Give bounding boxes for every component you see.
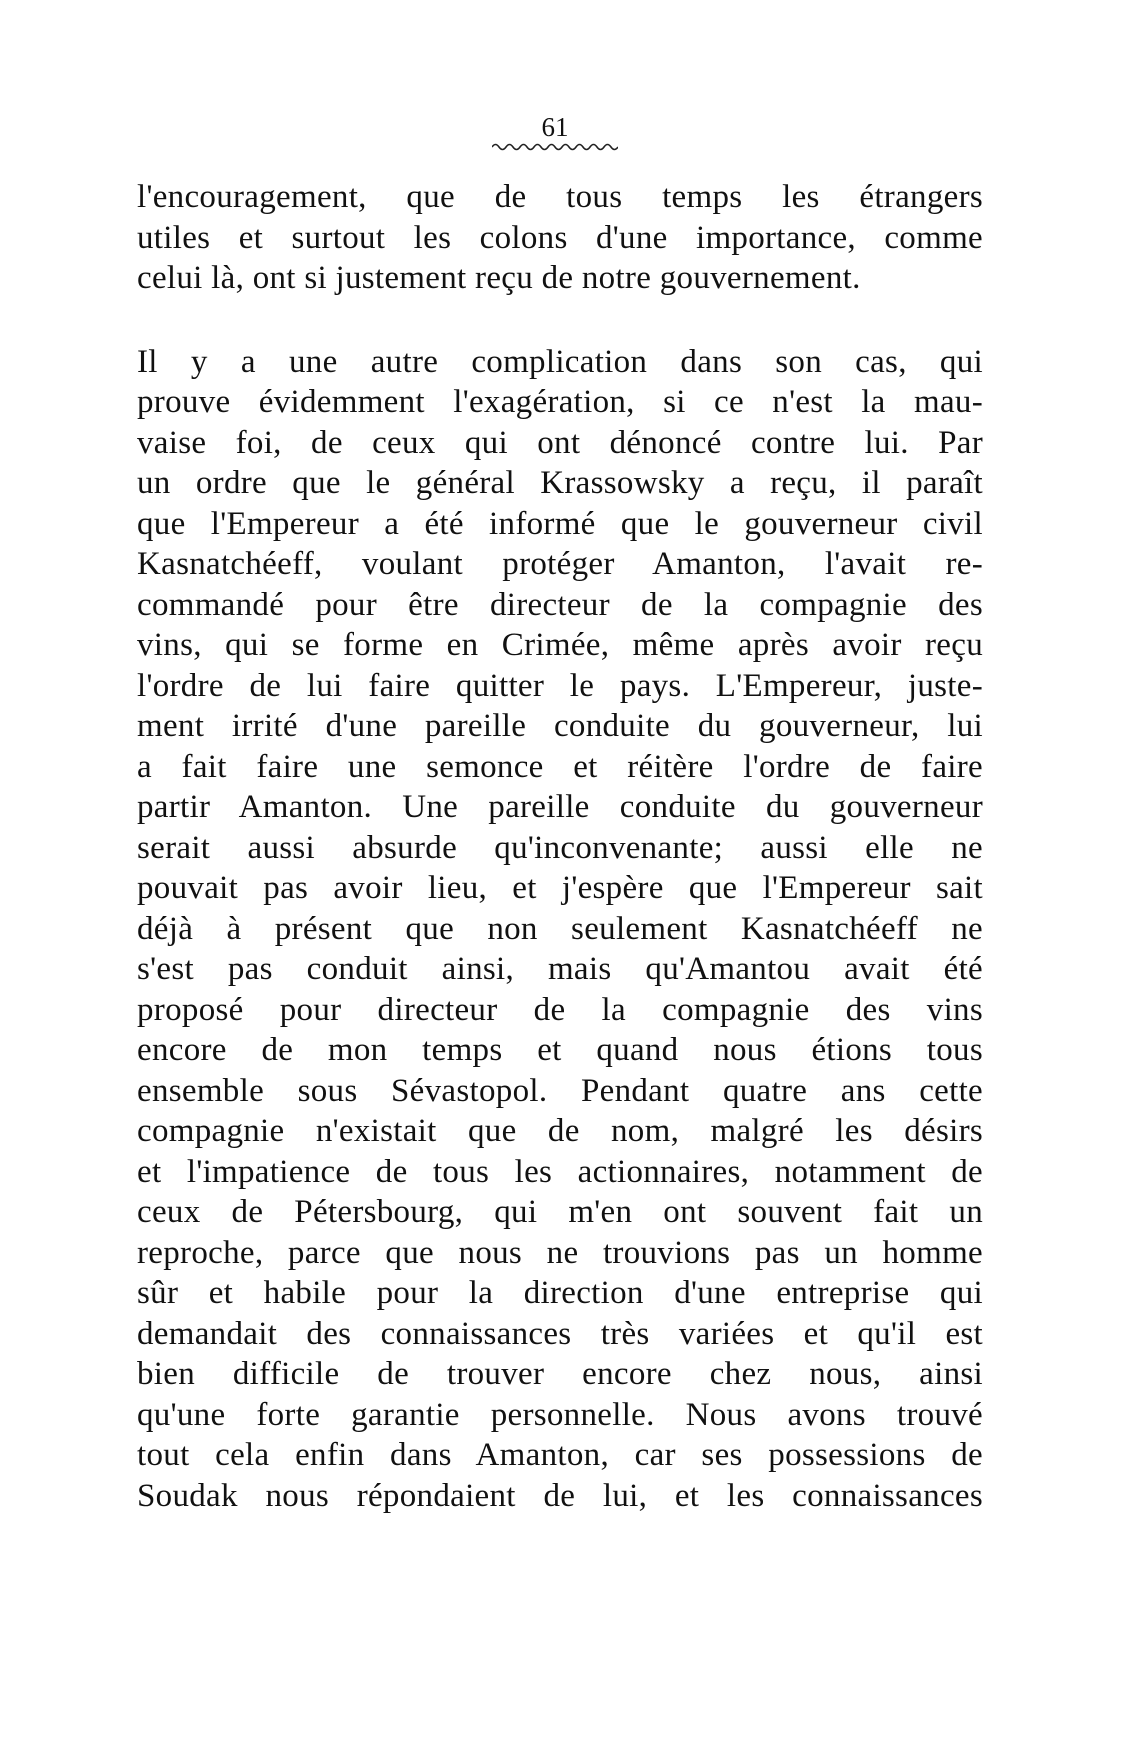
paragraph-1 — [137, 177, 983, 299]
text-line: utiles et surtout les colons d'une importance, comme — [137, 219, 983, 256]
page-number: 61 — [541, 112, 569, 142]
text-line: prouve évidemment l'exagération, si ce n'est la mau- — [137, 384, 983, 420]
text-line: sûr et habile pour la direction d'une entreprise qui — [137, 1275, 983, 1311]
text-line: reproche, parce que nous ne trouvions pas un homme — [137, 1234, 983, 1271]
text-line: vaise foi, de ceux qui ont dénoncé contre lui. Par — [137, 424, 983, 461]
text-line: proposé pour directeur de la compagnie des vins — [137, 991, 983, 1028]
text-line: celui là, ont si justement reçu de notre gouvernement. — [137, 260, 861, 296]
text-line: ensemble sous Sévastopol. Pendant quatre ans cette — [137, 1072, 983, 1109]
text-line: ceux de Pétersbourg, qui m'en ont souvent fait un — [137, 1194, 983, 1230]
text-line: Soudak nous répondaient de lui, et les connaissances — [137, 1477, 983, 1514]
page-header — [470, 112, 640, 152]
text-line: que l'Empereur a été informé que le gouverneur civil — [137, 505, 983, 542]
text-line: s'est pas conduit ainsi, mais qu'Amantou avait été — [137, 951, 983, 987]
wavy-rule-ornament — [492, 142, 618, 152]
text-line: partir Amanton. Une pareille conduite du gouverneur — [137, 789, 983, 825]
text-line: et l'impatience de tous les actionnaires, notamment de — [137, 1153, 983, 1190]
text-line: Kasnatchéeff, voulant protéger Amanton, l'avait re- — [137, 546, 983, 582]
text-line: vins, qui se forme en Crimée, même après avoir reçu — [137, 627, 983, 663]
text-line: serait aussi absurde qu'inconvenante; aussi elle ne — [137, 829, 983, 866]
text-line: Il y a une autre complication dans son cas, qui — [137, 343, 983, 380]
text-line: tout cela enfin dans Amanton, car ses possessions de — [137, 1437, 983, 1473]
text-line: compagnie n'existait que de nom, malgré les désirs — [137, 1113, 983, 1149]
text-line: bien difficile de trouver encore chez nous, ainsi — [137, 1356, 983, 1392]
text-line: déjà à présent que non seulement Kasnatchéeff ne — [137, 910, 983, 947]
paragraph-2 — [137, 342, 983, 1517]
text-line: pouvait pas avoir lieu, et j'espère que l'Empereur sait — [137, 870, 983, 906]
paragraph-gap — [137, 299, 983, 342]
text-line: qu'une forte garantie personnelle. Nous avons trouvé — [137, 1396, 983, 1433]
text-line: l'encouragement, que de tous temps les étrangers — [137, 179, 983, 215]
body-text — [137, 177, 983, 1516]
text-line: demandait des connaissances très variées et qu'il est — [137, 1315, 983, 1352]
text-line: a fait faire une semonce et réitère l'ordre de faire — [137, 748, 983, 785]
text-line: l'ordre de lui faire quitter le pays. L'Empereur, juste- — [137, 667, 983, 704]
text-line: un ordre que le général Krassowsky a reçu, il paraît — [137, 465, 983, 501]
text-line: encore de mon temps et quand nous étions tous — [137, 1032, 983, 1068]
text-line: ment irrité d'une pareille conduite du gouverneur, lui — [137, 708, 983, 744]
text-line: commandé pour être directeur de la compagnie des — [137, 586, 983, 623]
